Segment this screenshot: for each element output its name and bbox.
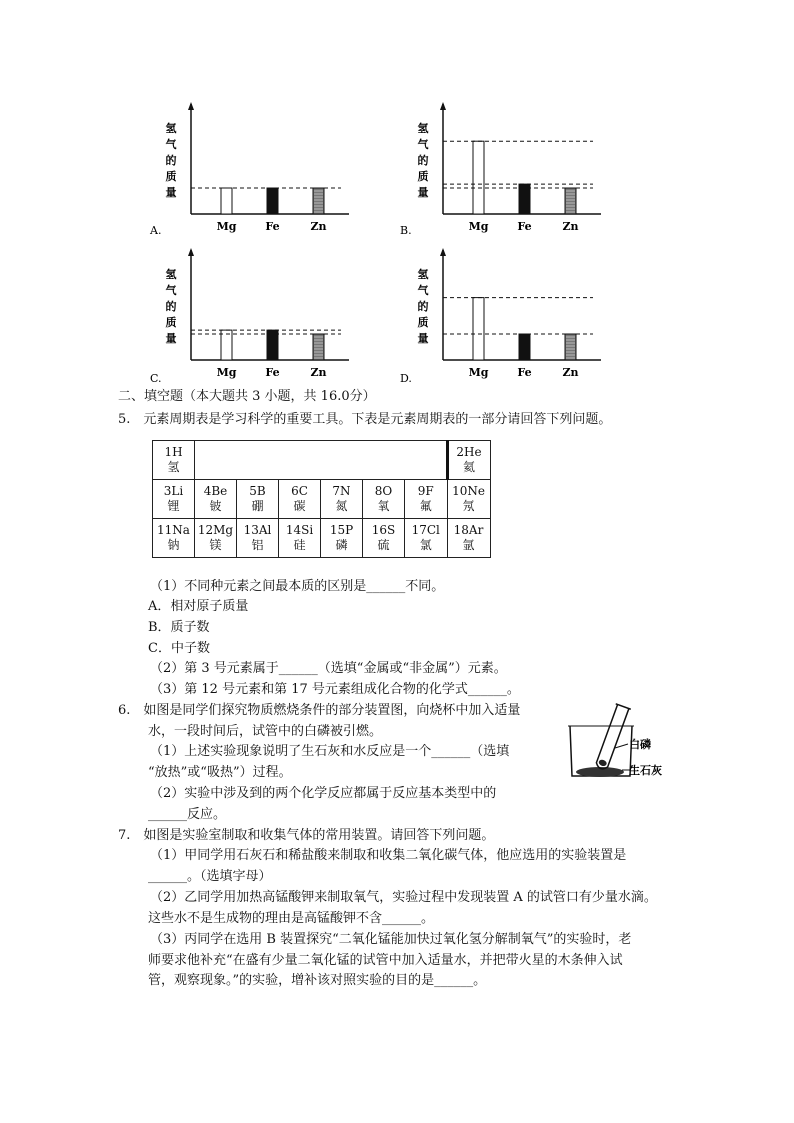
periodic-table [152, 440, 491, 558]
category-label: Mg [216, 220, 237, 233]
y-axis-arrow [440, 102, 446, 110]
y-axis-label: 量 [165, 186, 177, 199]
y-axis-label: 气 [165, 284, 177, 297]
chart-2 [150, 248, 349, 385]
y-axis-label: 氢 [417, 122, 429, 135]
element-cell: 7N 氮 [321, 480, 363, 519]
label-white-phosphorus: 白磷 [629, 738, 651, 751]
bar-Fe [267, 188, 278, 214]
element-cell: 16S 硫 [363, 519, 405, 558]
bar-charts [0, 0, 794, 390]
empty-cell [279, 441, 321, 480]
y-axis-label: 气 [417, 138, 429, 151]
chart-1 [400, 102, 601, 237]
y-axis-label: 质 [165, 170, 177, 183]
q6-line6: ______反应。 [148, 807, 227, 822]
category-label: Mg [216, 366, 237, 379]
category-label: Zn [310, 220, 327, 233]
element-cell: 14Si 硅 [279, 519, 321, 558]
element-cell: 5B 硼 [237, 480, 279, 519]
option-label: B. [400, 224, 412, 237]
category-label: Zn [562, 220, 579, 233]
q7-line1: 7. 如图是实验室制取和收集气体的常用装置。请回答下列问题。 [118, 828, 495, 843]
element-cell: 12Mg 镁 [195, 519, 237, 558]
y-axis-label: 质 [417, 170, 429, 183]
element-cell: 13Al 铝 [237, 519, 279, 558]
bar-Zn [565, 334, 576, 360]
q7-line3: ______。（选填字母） [148, 869, 272, 884]
y-axis-arrow [188, 248, 194, 256]
empty-cell [321, 441, 363, 480]
category-label: Zn [562, 366, 579, 379]
q7-line6: （3）丙同学在选用 B 装置探究“二氧化锰能加快过氧化氢分解制氧气”的实验时，老 [150, 932, 632, 947]
element-cell: 4Be 铍 [195, 480, 237, 519]
category-label: Mg [468, 220, 489, 233]
bar-Zn [313, 188, 324, 214]
element-cell: 15P 磷 [321, 519, 363, 558]
y-axis-label: 的 [165, 300, 177, 313]
q5-sub1: （1）不同种元素之间最本质的区别是______不同。 [150, 579, 445, 594]
q7-line5: 这些水不是生成物的理由是高锰酸钾不含______。 [148, 911, 435, 926]
bar-Zn [313, 334, 324, 360]
test-tube-icon [593, 704, 631, 771]
q7-line2: （1）甲同学用石灰石和稀盐酸来制取和收集二氧化碳气体，他应选用的实验装置是 [150, 848, 627, 863]
label-quicklime: 生石灰 [629, 764, 662, 777]
element-cell: 11Na 钠 [153, 519, 195, 558]
q6-line3: （1）上述实验现象说明了生石灰和水反应是一个______（选填 [150, 744, 510, 759]
empty-cell [195, 441, 237, 480]
element-cell: 6C 碳 [279, 480, 321, 519]
q5-stem: 5. 元素周期表是学习科学的重要工具。下表是元素周期表的一部分请回答下列问题。 [118, 412, 612, 427]
y-axis-label: 量 [165, 332, 177, 345]
q5-sub2: （2）第 3 号元素属于______（选填“金属或“非金属”）元素。 [150, 661, 507, 676]
y-axis-label: 的 [417, 154, 429, 167]
option-label: C. [150, 372, 162, 385]
y-axis-label: 质 [417, 316, 429, 329]
category-label: Fe [517, 366, 532, 379]
empty-cell [405, 441, 448, 480]
bar-Zn [565, 188, 576, 214]
category-label: Fe [265, 220, 280, 233]
y-axis-label: 氢 [165, 122, 177, 135]
empty-cell [363, 441, 405, 480]
q6-line1: 6. 如图是同学们探究物质燃烧条件的部分装置图，向烧杯中加入适量 [118, 703, 521, 718]
q6-line5: （2）实验中涉及到的两个化学反应都属于反应基本类型中的 [150, 786, 497, 801]
q5-option-b: B．质子数 [148, 620, 210, 635]
y-axis-label: 气 [417, 284, 429, 297]
y-axis-arrow [440, 248, 446, 256]
bar-Fe [519, 184, 530, 214]
bar-Mg [221, 188, 232, 214]
element-cell: 3Li 锂 [153, 480, 195, 519]
bar-Mg [473, 141, 484, 214]
table-row [153, 441, 491, 480]
element-cell: 18Ar 氩 [447, 519, 490, 558]
q6-line4: “放热”或“吸热”）过程。 [148, 765, 292, 780]
q7-line8: 管，观察现象。”的实验，增补该对照实验的目的是______。 [148, 973, 487, 988]
table-row [153, 519, 491, 558]
y-axis-label: 氢 [417, 268, 429, 281]
bar-Mg [221, 330, 232, 360]
q7-line4: （2）乙同学用加热高锰酸钾来制取氧气，实验过程中发现装置 A 的试管口有少量水滴。 [150, 890, 657, 905]
element-cell: 9F 氟 [405, 480, 448, 519]
chart-0 [149, 102, 349, 237]
y-axis-label: 质 [165, 316, 177, 329]
table-row [153, 480, 491, 519]
y-axis-label: 量 [417, 332, 429, 345]
bar-Fe [267, 330, 278, 360]
q5-option-c: C．中子数 [148, 641, 210, 656]
category-label: Zn [310, 366, 327, 379]
element-cell: 10Ne 氖 [447, 480, 490, 519]
element-cell: 8O 氧 [363, 480, 405, 519]
bar-Fe [519, 334, 530, 360]
y-axis-label: 的 [417, 300, 429, 313]
y-axis-label: 气 [165, 138, 177, 151]
option-label: D. [400, 372, 412, 385]
option-label: A. [150, 224, 162, 237]
q7-line7: 师要求他补充“在盛有少量二氧化锰的试管中加入适量水，并把带火星的木条伸入试 [148, 953, 623, 968]
bar-Mg [473, 298, 484, 360]
element-cell: 2He 氦 [447, 441, 490, 480]
q5-sub3: （3）第 12 号元素和第 17 号元素组成化合物的化学式______。 [150, 682, 520, 697]
y-axis-label: 量 [417, 186, 429, 199]
y-axis-label: 的 [165, 154, 177, 167]
y-axis-arrow [188, 102, 194, 110]
category-label: Fe [265, 366, 280, 379]
chart-3 [400, 248, 601, 385]
element-cell: 1H 氢 [153, 441, 195, 480]
empty-cell [237, 441, 279, 480]
element-cell: 17Cl 氯 [405, 519, 448, 558]
q6-line2: 水，一段时间后，试管中的白磷被引燃。 [148, 724, 383, 739]
category-label: Fe [517, 220, 532, 233]
section-title: 二、填空题（本大题共 3 小题，共 16.0分） [118, 389, 376, 404]
apparatus-figure [560, 700, 670, 782]
category-label: Mg [468, 366, 489, 379]
y-axis-label: 氢 [165, 268, 177, 281]
q5-option-a: A．相对原子质量 [148, 599, 249, 614]
